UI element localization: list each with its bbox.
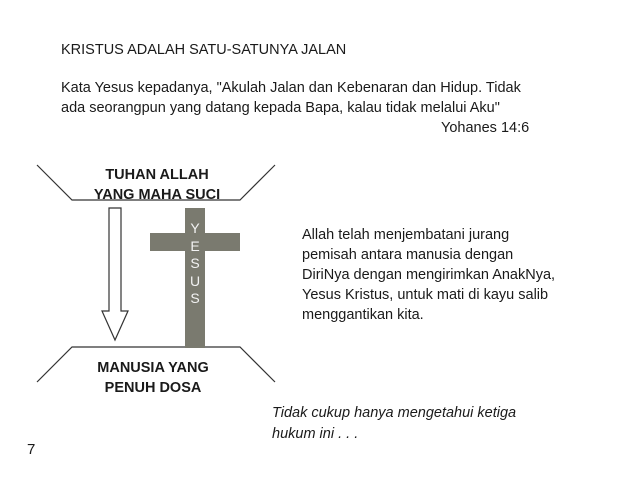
top-label bbox=[82, 165, 232, 205]
explanation-line: Yesus Kristus, untuk mati di kayu salib bbox=[302, 287, 549, 303]
verse-line-1: Kata Yesus kepadanya, "Akulah Jalan dan Kebenaran dan Hidup. Tidak bbox=[61, 80, 521, 96]
explanation-line: DiriNya dengan mengirimkan AnakNya, bbox=[302, 267, 556, 283]
note-line: Tidak cukup hanya mengetahui ketiga bbox=[272, 405, 517, 421]
explanation-line: pemisah antara manusia dengan bbox=[302, 247, 514, 263]
bottom-label-line-2: PENUH DOSA bbox=[104, 380, 202, 396]
note-text bbox=[272, 403, 516, 445]
page-title: KRISTUS ADALAH SATU-SATUNYA JALAN bbox=[61, 42, 347, 58]
explanation-line: Allah telah menjembatani jurang bbox=[302, 227, 510, 243]
top-label-line-1: TUHAN ALLAH bbox=[105, 167, 209, 183]
verse-reference: Yohanes 14:6 bbox=[441, 120, 530, 136]
cross-letter: S bbox=[190, 255, 200, 271]
cross-letter: E bbox=[190, 237, 200, 254]
bottom-label-line-1: MANUSIA YANG bbox=[97, 360, 209, 376]
cross-letters bbox=[186, 220, 204, 308]
top-label-line-2: YANG MAHA SUCI bbox=[93, 187, 221, 203]
verse-line-2: ada seorangpun yang datang kepada Bapa, kalau tidak melalui Aku" bbox=[61, 100, 500, 116]
down-arrow-icon bbox=[102, 208, 128, 340]
page-number: 7 bbox=[27, 441, 36, 458]
bottom-label bbox=[78, 358, 228, 398]
cross-letter: S bbox=[190, 290, 200, 306]
explanation-line: menggantikan kita. bbox=[302, 307, 424, 323]
explanation-text bbox=[302, 225, 555, 325]
cross-letter: U bbox=[189, 272, 201, 289]
cross-letter: Y bbox=[190, 220, 200, 236]
note-line: hukum ini . . . bbox=[272, 426, 359, 442]
